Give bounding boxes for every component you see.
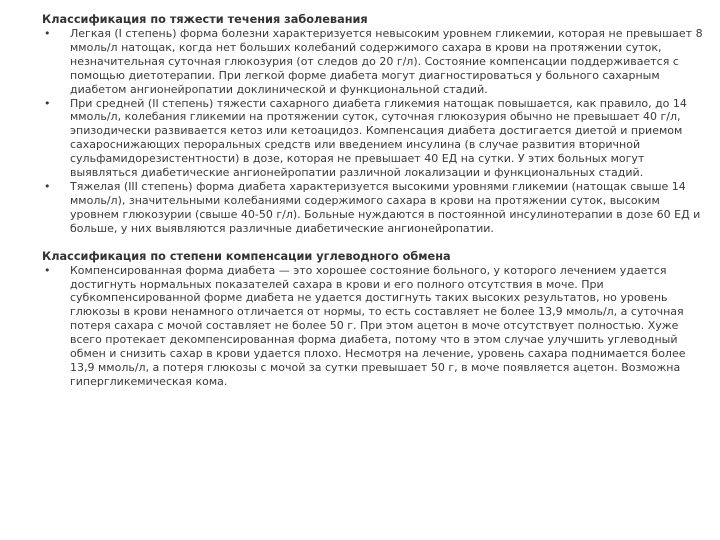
list-item — [42, 27, 704, 97]
bullet-icon: • — [44, 263, 51, 277]
list-item-text: При средней (II степень) тяжести сахарного диабета гликемия натощак повышается, как правило, до 14 ммоль/л, колебания гликемии на протяжении суток, суточная глюкозурия обычно не превышает 40 г/л, эпизодически развивается кетоз или кетоацидоз. Компенсация диабета достигается диетой и приемом сахароснижающих пероральных средств или введением инсулина (в случае развития вторичной сульфамидорезистентности) в дозе, которая не превышает 40 ЕД на сутки. У этих больных могут выявляться диабетические ангионейропатии различной локализации и функциональных стадий. — [70, 96, 687, 180]
bullet-list — [42, 27, 704, 236]
list-item — [42, 264, 704, 389]
list-item-text: Тяжелая (III степень) форма диабета характеризуется высокими уровнями гликемии (натощак свыше 14 ммоль/л), значительными колебаниями содержимого сахара в крови на протяжении суток, высоким уровнем глюкозурии (свыше 40-50 г/л). Больные нуждаются в постоянной инсулинотерапии в дозе 60 ЕД и больше, у них выявляются различные диабетические ангионейропатии. — [70, 179, 701, 235]
section-severity-classification — [42, 12, 704, 236]
bullet-icon: • — [44, 96, 51, 110]
list-item — [42, 180, 704, 236]
list-item-text: Компенсированная форма диабета — это хорошее состояние больного, у которого лечением удается достигнуть нормальных показателей сахара в крови и его полного отсутствия в моче. При субкомпенсированной форме диабета не удается достигнуть таких высоких результатов, но уровень глюкозы в крови ненамного отличается от нормы, то есть составляет не более 13,9 ммоль/л, а суточная потеря сахара с мочой составляет не более 50 г. При этом ацетон в моче отсутствует полностью. Хуже всего протекает декомпенсированная форма диабета, потому что в этом случае улучшить углеводный обмен и снизить сахар в крови удается плохо. Несмотря на лечение, уровень сахара поднимается более 13,9 ммоль/л, а потеря глюкозы с мочой за сутки превышает 50 г, в моче появляется ацетон. Возможна гипергликемическая кома. — [70, 263, 686, 388]
bullet-icon: • — [44, 179, 51, 193]
bullet-icon: • — [44, 27, 51, 40]
section-heading: Классификация по степени компенсации углеводного обмена — [42, 249, 451, 263]
bullet-list — [42, 264, 704, 389]
section-heading: Классификация по тяжести течения заболевания — [42, 13, 368, 26]
section-compensation-classification — [42, 249, 704, 389]
list-item-text: Легкая (I степень) форма болезни характеризуется невысоким уровнем гликемии, которая не превышает 8 ммоль/л натощак, когда нет больших колебаний содержимого сахара в крови на протяжении суток, незначительная суточная глюкозурия (от следов до 20 г/л). Состояние компенсации поддерживается с помощью диетотерапии. При легкой форме диабета могут диагностироваться у больного сахарным диабетом ангионейропатии доклинической и функциональной стадий. — [70, 27, 703, 96]
list-item — [42, 97, 704, 180]
